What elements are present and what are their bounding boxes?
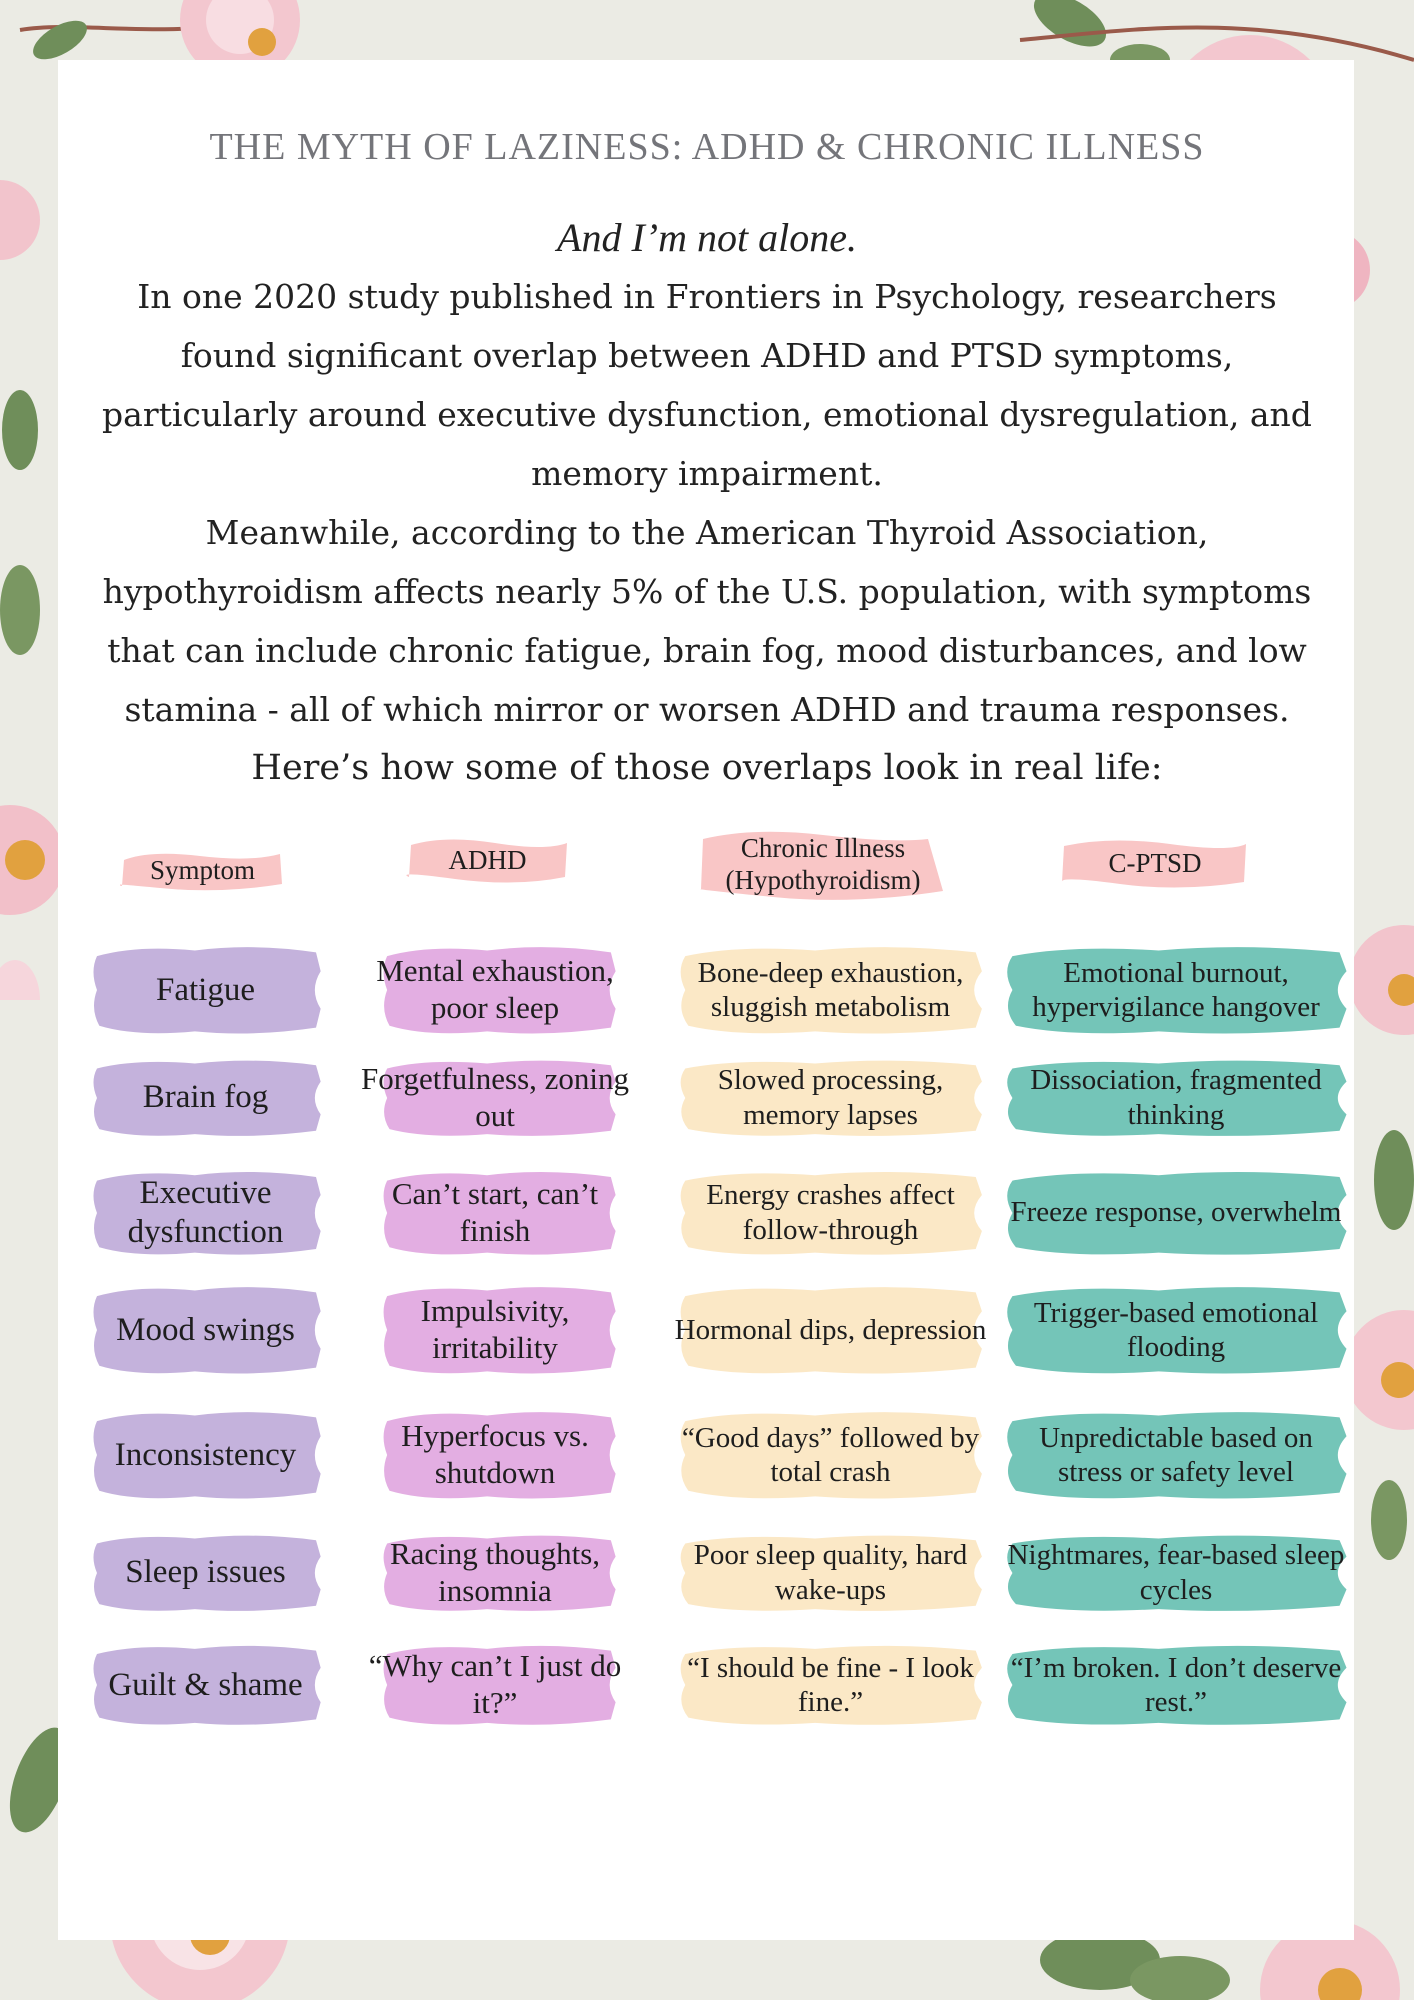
symptom-cell xyxy=(68,930,343,1050)
cell-text: Mental exhaustion, poor sleep xyxy=(376,953,614,1025)
floral-decoration-right xyxy=(1354,870,1414,1770)
cell-text: Bone-deep exhaustion, sluggish metabolism xyxy=(697,956,964,1023)
cell-text: Freeze response, overwhelm xyxy=(1010,1196,1342,1229)
chronic-illness-cell xyxy=(668,1155,993,1270)
cell-text: Fatigue xyxy=(156,971,255,1008)
cptsd-cell xyxy=(1000,930,1352,1050)
cell-text: Impulsivity, irritability xyxy=(420,1293,570,1365)
symptom-cell xyxy=(68,1155,343,1270)
cell-text: “I’m broken. I don’t deserve rest.” xyxy=(1010,1651,1342,1718)
cell-text: Poor sleep quality, hard wake-ups xyxy=(693,1539,968,1606)
cell-text: Inconsistency xyxy=(114,1436,297,1473)
adhd-cell xyxy=(350,1630,640,1740)
cell-text: Energy crashes affect follow-through xyxy=(706,1179,955,1246)
adhd-cell xyxy=(350,1270,640,1390)
adhd-cell xyxy=(350,1045,640,1150)
floral-decoration-left xyxy=(0,100,60,1000)
header-chronic-illness xyxy=(693,825,953,905)
cell-text: Racing thoughts, insomnia xyxy=(389,1535,601,1608)
intro-tagline: And I’m not alone. xyxy=(557,215,857,260)
header-label: Symptom xyxy=(149,855,256,886)
header-symptom xyxy=(120,848,285,894)
page-title: THE MYTH OF LAZINESS: ADHD & CHRONIC ILLNESS xyxy=(209,126,1205,168)
symptom-cell xyxy=(68,1270,343,1390)
symptom-cell xyxy=(68,1045,343,1150)
cell-text: Nightmares, fear-based sleep cycles xyxy=(1007,1539,1345,1606)
cptsd-cell xyxy=(1000,1630,1352,1740)
intro-paragraph-study: In one 2020 study published in Frontiers in Psychology, researchers found significant overlap between ADHD and PTSD symptoms, particularly around executive dysfunction, emotional dysregulation, and memory impairment. xyxy=(102,277,1312,493)
cell-text: Trigger-based emotional flooding xyxy=(1033,1296,1319,1363)
chronic-illness-cell xyxy=(668,1520,993,1625)
chronic-illness-cell xyxy=(668,1630,993,1740)
header-adhd xyxy=(405,835,570,887)
cell-text: “Why can’t I just do it?” xyxy=(368,1648,622,1720)
adhd-cell xyxy=(350,1155,640,1270)
symptom-cell xyxy=(68,1630,343,1740)
cell-text: Brain fog xyxy=(142,1079,269,1116)
chronic-illness-cell xyxy=(668,1045,993,1150)
header-label: Chronic Illness (Hypothyroidism) xyxy=(725,833,921,895)
symptom-cell xyxy=(68,1395,343,1515)
chronic-illness-cell xyxy=(668,1270,993,1390)
cell-text: Guilt & shame xyxy=(108,1666,303,1703)
intro-text xyxy=(90,208,1324,798)
cell-text: Sleep issues xyxy=(125,1554,286,1591)
cptsd-cell xyxy=(1000,1395,1352,1515)
cell-text: “Good days” followed by total crash xyxy=(681,1421,980,1488)
chronic-illness-cell xyxy=(668,930,993,1050)
chronic-illness-cell xyxy=(668,1395,993,1515)
cell-text: Mood swings xyxy=(116,1311,295,1348)
cptsd-cell xyxy=(1000,1045,1352,1150)
cell-text: Unpredictable based on stress or safety level xyxy=(1039,1421,1313,1488)
header-cptsd xyxy=(1060,836,1250,892)
cell-text: Dissociation, fragmented thinking xyxy=(1030,1064,1322,1131)
cell-text: Emotional burnout, hypervigilance hangover xyxy=(1032,956,1320,1023)
cell-text: Hyperfocus vs. shutdown xyxy=(401,1418,589,1490)
header-label: ADHD xyxy=(448,845,527,876)
cell-text: Forgetfulness, zoning out xyxy=(360,1060,630,1133)
intro-paragraph-thyroid: Meanwhile, according to the American Thyroid Association, hypothyroidism affects nearly 5% of the U.S. population, with symptoms that can include chronic fatigue, brain fog, mood disturbances, and low stamina - all of which mirror or worsen ADHD and trauma responses. xyxy=(102,513,1312,729)
adhd-cell xyxy=(350,1520,640,1625)
header-label: C-PTSD xyxy=(1108,848,1202,879)
adhd-cell xyxy=(350,930,640,1050)
intro-lead-in: Here’s how some of those overlaps look in real life: xyxy=(251,748,1163,788)
cptsd-cell xyxy=(1000,1270,1352,1390)
adhd-cell xyxy=(350,1395,640,1515)
cell-text: “I should be fine - I look fine.” xyxy=(687,1651,974,1718)
cell-text: Can’t start, can’t finish xyxy=(391,1175,599,1248)
cptsd-cell xyxy=(1000,1520,1352,1625)
cell-text: Executive dysfunction xyxy=(127,1174,284,1250)
cell-text: Hormonal dips, depression xyxy=(674,1313,987,1346)
symptom-cell xyxy=(68,1520,343,1625)
cell-text: Slowed processing, memory lapses xyxy=(717,1064,944,1131)
cptsd-cell xyxy=(1000,1155,1352,1270)
